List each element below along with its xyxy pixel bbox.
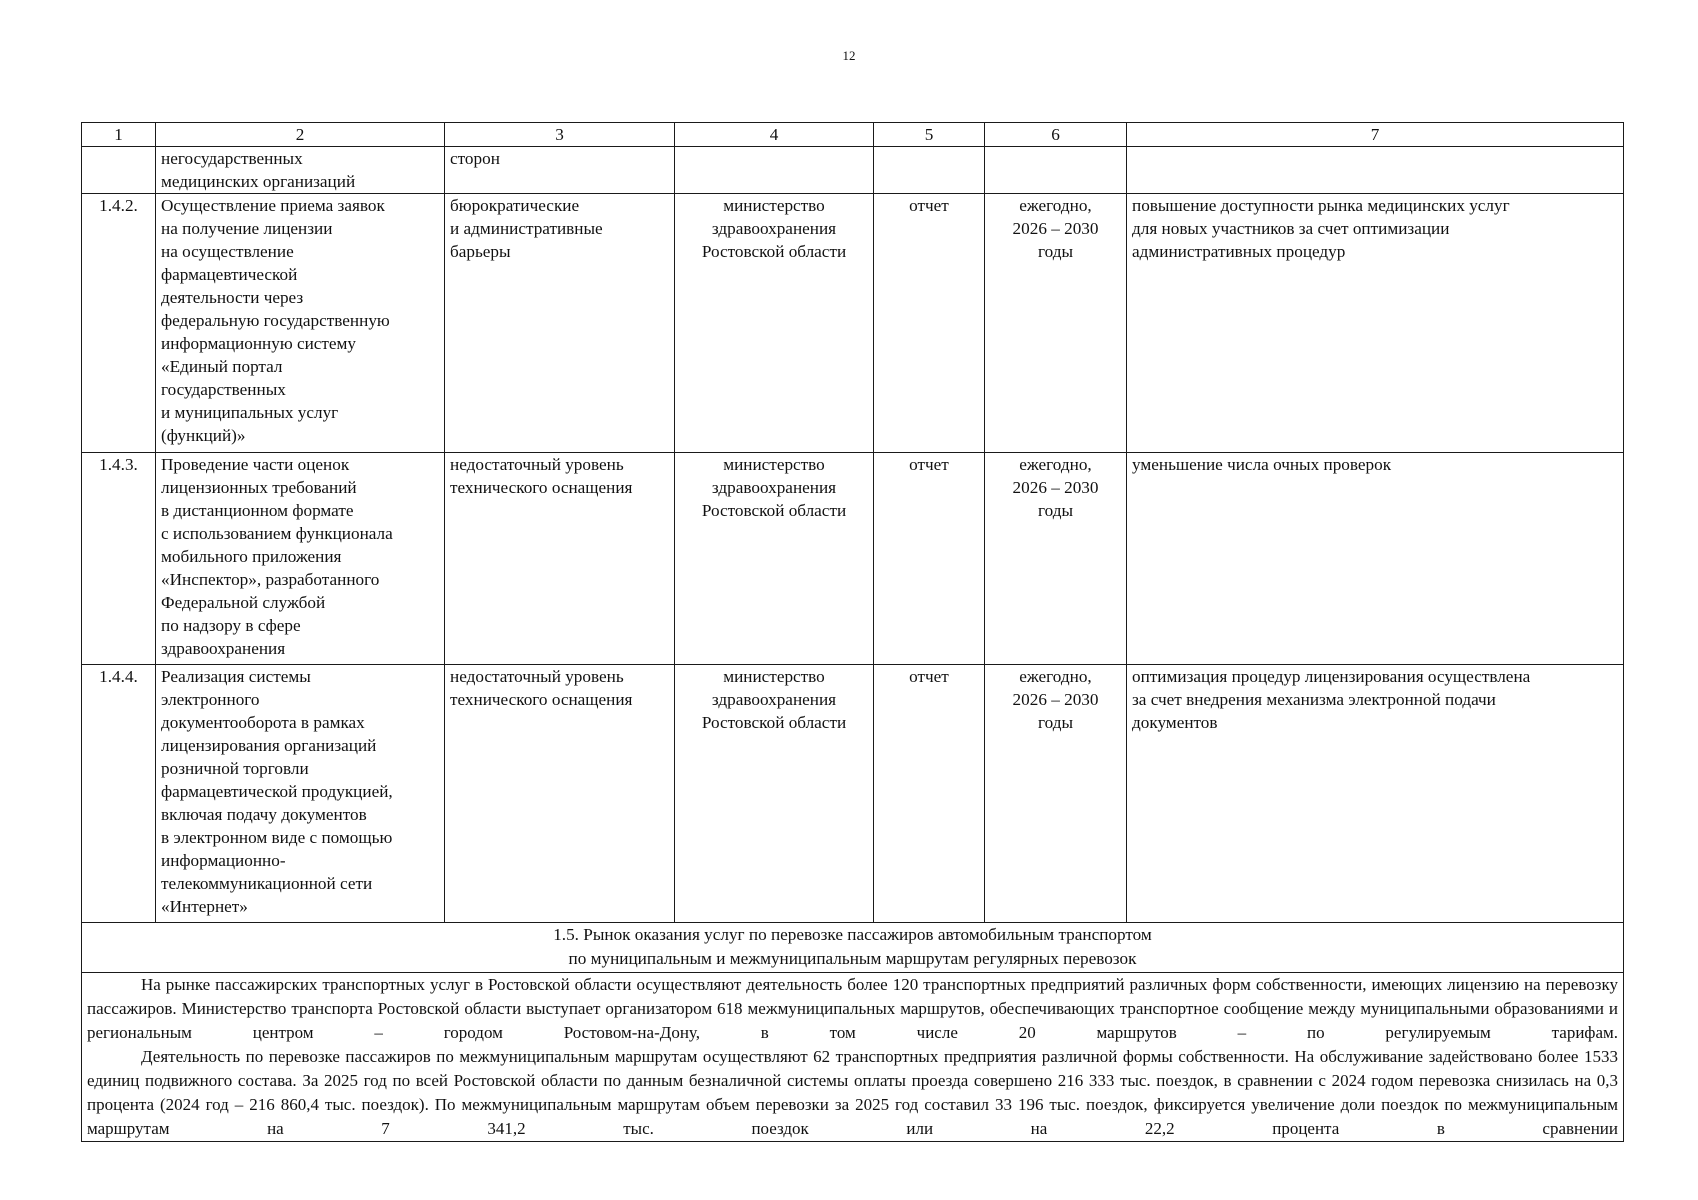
- deadline-cell: [985, 147, 1127, 194]
- deadline-cell: ежегодно, 2026 – 2030 годы: [985, 194, 1127, 453]
- section-heading: [82, 923, 1624, 973]
- row-number: 1.4.4.: [82, 665, 156, 923]
- result-type-cell: отчет: [874, 453, 985, 665]
- table-row: [82, 453, 1624, 665]
- section-heading-line: 1.5. Рынок оказания услуг по перевозке пассажиров автомобильным транспортом: [553, 925, 1152, 944]
- activity-cell: негосударственных медицинских организаций: [156, 147, 445, 194]
- executor-cell: министерство здравоохранения Ростовской области: [675, 453, 874, 665]
- result-type-cell: отчет: [874, 665, 985, 923]
- column-number: 5: [874, 123, 985, 147]
- activity-cell: Проведение части оценок лицензионных требований в дистанционном формате с использованием функционала мобильного приложения «Инспектор», разработанного Федеральной службой по надзору в сфере здравоохранения: [156, 453, 445, 665]
- table-row: [82, 147, 1624, 194]
- problem-cell: сторон: [445, 147, 675, 194]
- page-number: 12: [842, 48, 856, 63]
- result-type-cell: [874, 147, 985, 194]
- column-number: 7: [1127, 123, 1624, 147]
- executor-cell: [675, 147, 874, 194]
- table-row: [82, 665, 1624, 923]
- section-heading-row: [82, 923, 1624, 973]
- row-number: [82, 147, 156, 194]
- expected-result-cell: оптимизация процедур лицензирования осуществлена за счет внедрения механизма электронной подачи документов: [1127, 665, 1624, 923]
- section-heading-line: по муниципальным и межмуниципальным маршрутам регулярных перевозок: [568, 949, 1137, 968]
- deadline-cell: ежегодно, 2026 – 2030 годы: [985, 453, 1127, 665]
- activity-cell: Осуществление приема заявок на получение лицензии на осуществление фармацевтической деятельности через федеральную государственную информационную систему «Единый портал государственных и муниципальных услуг (функций)»: [156, 194, 445, 453]
- result-type-cell: отчет: [874, 194, 985, 453]
- problem-cell: бюрократические и административные барьеры: [445, 194, 675, 453]
- column-number-row: [82, 123, 1624, 147]
- row-number: 1.4.2.: [82, 194, 156, 453]
- executor-cell: министерство здравоохранения Ростовской области: [675, 194, 874, 453]
- table-row: [82, 194, 1624, 453]
- column-number: 3: [445, 123, 675, 147]
- expected-result-cell: уменьшение числа очных проверок: [1127, 453, 1624, 665]
- expected-result-cell: повышение доступности рынка медицинских услуг для новых участников за счет оптимизации административных процедур: [1127, 194, 1624, 453]
- activity-cell: Реализация системы электронного документооборота в рамках лицензирования организаций розничной торговли фармацевтической продукцией, включая подачу документов в электронном виде с помощью информационно- телекоммуникационной сети «Интернет»: [156, 665, 445, 923]
- problem-cell: недостаточный уровень технического оснащения: [445, 453, 675, 665]
- problem-cell: недостаточный уровень технического оснащения: [445, 665, 675, 923]
- narrative-row: [82, 973, 1624, 1142]
- column-number: 2: [156, 123, 445, 147]
- row-number: 1.4.3.: [82, 453, 156, 665]
- column-number: 1: [82, 123, 156, 147]
- deadline-cell: ежегодно, 2026 – 2030 годы: [985, 665, 1127, 923]
- narrative-paragraph: Деятельность по перевозке пассажиров по межмуниципальным маршрутам осуществляют 62 транспортных предприятия различной формы собственности. На обслуживание задействовано более 1533 единиц подвижного состава. За 2025 год по всей Ростовской области по данным безналичной системы оплаты проезда совершено 216 333 тыс. поездок, в сравнении с 2024 годом перевозка снизилась на 0,3 процента (2024 год – 216 860,4 тыс. поездок). По межмуниципальным маршрутам объем перевозки за 2025 год составил 33 196 тыс. поездок, фиксируется увеличение доли поездок по межмуниципальным маршрутам на 7 341,2 тыс. поездок или на 22,2 процента в сравнении: [87, 1047, 1618, 1138]
- narrative-text: [82, 973, 1624, 1142]
- narrative-paragraph: На рынке пассажирских транспортных услуг в Ростовской области осуществляют деятельность более 120 транспортных предприятий различных форм собственности, имеющих лицензию на перевозку пассажиров. Министерство транспорта Ростовской области выступает организатором 618 межмуниципальных маршрутов, обеспечивающих транспортное сообщение между муниципальными образованиями и региональным центром – городом Ростовом-на-Дону, в том числе 20 маршрутов – по регулируемым тарифам.: [87, 975, 1618, 1042]
- activities-table: [81, 122, 1624, 1142]
- column-number: 4: [675, 123, 874, 147]
- expected-result-cell: [1127, 147, 1624, 194]
- column-number: 6: [985, 123, 1127, 147]
- executor-cell: министерство здравоохранения Ростовской области: [675, 665, 874, 923]
